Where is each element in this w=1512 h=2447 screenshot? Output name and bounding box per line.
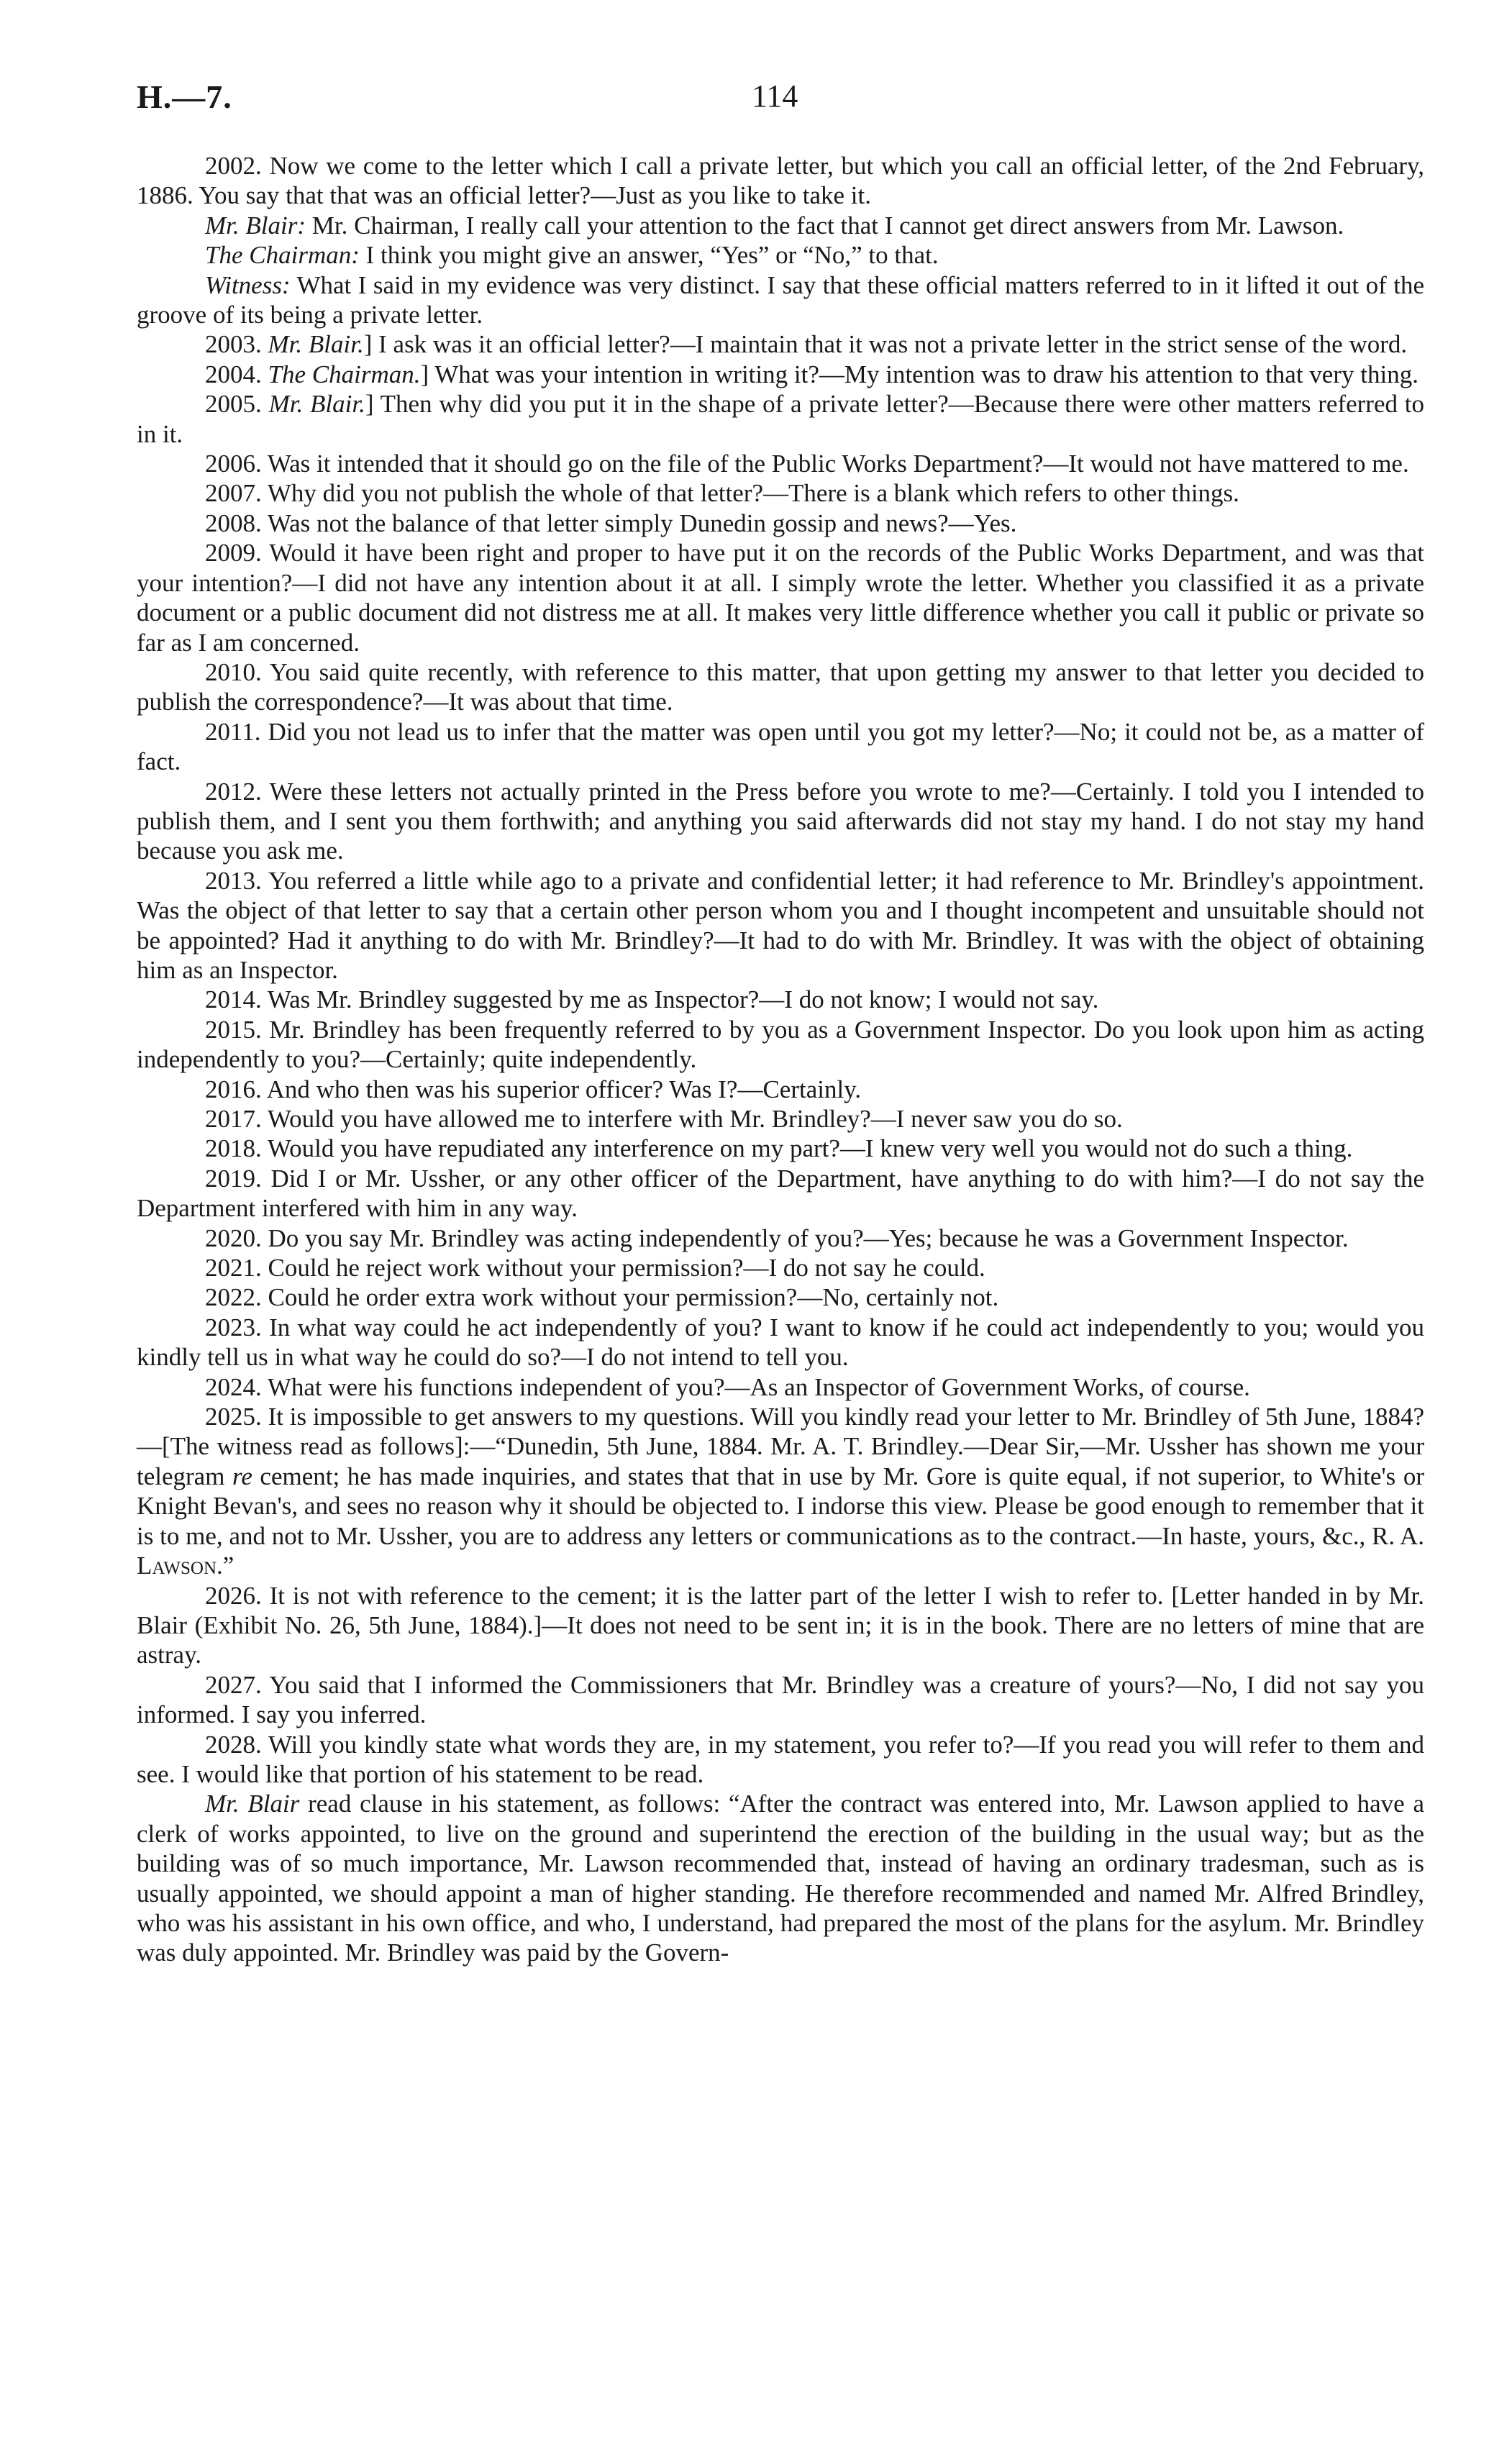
paragraph-text: 2021. Could he reject work without your permission?—I do not say he could. <box>205 1254 985 1282</box>
testimony-paragraph-p01 <box>137 151 1424 211</box>
italic-text: The Chairman: <box>205 241 360 270</box>
document-reference: H.—7. <box>137 78 232 115</box>
italic-text: Witness: <box>205 270 291 299</box>
paragraph-text: read clause in his statement, as follows: “After the contract was entered into, Mr. Lawson applied to have a clerk of works appointed, to live on the ground and superintend the erection of the building in the usual way; but as the building was of so much importance, Mr. Lawson recommended that, instead of having an ordinary tradesman, such as is usually appointed, we should appoint a man of higher standing. He therefore recommended and named Mr. Alfred Brindley, who was his assistant in his own office, and who, I understand, had prepared the most of the plans for the asylum. Mr. Brindley was duly appointed. Mr. Brindley was paid by the Govern- <box>137 1790 1424 1967</box>
italic-text: Mr. Blair <box>205 1790 300 1818</box>
page-header <box>137 78 1424 121</box>
paragraph-text: ] Then why did you put it in the shape of a private letter?—Because there were other matters referred to in it. <box>137 390 1425 448</box>
paragraph-text: 2023. In what way could he act independently of you? I want to know if he could act independently to you; would you kindly tell us in what way he could do so?—I do not intend to tell you. <box>137 1313 1424 1372</box>
paragraph-text: 2026. It is not with reference to the cement; it is the latter part of the letter I wish to refer to. [Letter handed in by Mr. Blair (Exhibit No. 26, 5th June, 1884).]—It does not need to be sent in; it is in the book. There are no letters of mine that are astray. <box>137 1581 1424 1669</box>
paragraph-text: 2020. Do you say Mr. Brindley was acting independently of you?—Yes; because he was a Government Inspector. <box>205 1224 1349 1252</box>
testimony-paragraph-p15 <box>137 866 1424 985</box>
paragraph-text: I think you might give an answer, “Yes” or “No,” to that. <box>359 241 939 270</box>
testimony-paragraph-p12 <box>137 657 1424 717</box>
testimony-paragraph-p04 <box>137 270 1424 330</box>
paragraph-text: ] What was your intention in writing it?—My intention was to draw his attention to that very thing. <box>420 360 1418 388</box>
paragraph-text: 2028. Will you kindly state what words they are, in my statement, you refer to?—If you read you will refer to them and see. I would like that portion of his statement to be read. <box>137 1730 1424 1788</box>
testimony-paragraph-p07 <box>137 389 1424 449</box>
testimony-paragraph-p30 <box>137 1730 1424 1790</box>
paragraph-text: 2011. Did you not lead us to infer that the matter was open until you got my letter?—No; it could not be, as a matter of fact. <box>137 717 1424 776</box>
paragraph-text: Mr. Chairman, I really call your attention to the fact that I cannot get direct answers from Mr. Lawson. <box>306 211 1344 240</box>
testimony-paragraph-p05 <box>137 329 1424 359</box>
small-caps-text: Lawson <box>137 1551 217 1580</box>
paragraph-text: 2016. And who then was his superior officer? Was I?—Certainly. <box>205 1075 862 1103</box>
paragraph-text: 2006. Was it intended that it should go on the file of the Public Works Department?—It would not have mattered to me. <box>205 450 1409 478</box>
paragraph-text: 2027. You said that I informed the Commissioners that Mr. Brindley was a creature of yours?—No, I did not say you informed. I say you inferred. <box>137 1670 1424 1729</box>
testimony-paragraph-p13 <box>137 717 1424 777</box>
paragraph-text: ] I ask was it an official letter?—I maintain that it was not a private letter in the strict sense of the word. <box>363 330 1408 359</box>
testimony-paragraph-p28 <box>137 1581 1424 1670</box>
paragraph-text: 2007. Why did you not publish the whole of that letter?—There is a blank which refers to other things. <box>205 479 1239 508</box>
page-number: 114 <box>752 78 798 114</box>
testimony-paragraph-p26 <box>137 1372 1424 1402</box>
italic-text: The Chairman. <box>268 360 421 388</box>
paragraph-text: 2008. Was not the balance of that letter simply Dunedin gossip and news?—Yes. <box>205 509 1017 537</box>
italic-text: Mr. Blair. <box>268 330 364 359</box>
paragraph-text: .” <box>217 1551 234 1580</box>
paragraph-text: 2010. You said quite recently, with reference to this matter, that upon getting my answer to that letter you decided to publish the correspondence?—It was about that time. <box>137 657 1424 716</box>
italic-text: re <box>232 1462 252 1490</box>
testimony-paragraph-p16 <box>137 985 1424 1014</box>
testimony-paragraph-p18 <box>137 1075 1424 1104</box>
testimony-paragraph-p24 <box>137 1282 1424 1312</box>
document-body <box>137 151 1424 1968</box>
testimony-paragraph-p06 <box>137 360 1424 389</box>
testimony-paragraph-p10 <box>137 509 1424 538</box>
testimony-paragraph-p31 <box>137 1789 1424 1967</box>
paragraph-text: 2019. Did I or Mr. Ussher, or any other officer of the Department, have anything to do with him?—I do not say the Department interfered with him in any way. <box>137 1164 1424 1223</box>
paragraph-text: cement; he has made inquiries, and states that that in use by Mr. Gore is quite equal, if not superior, to White's or Knight Bevan's, and sees no reason why it should be objected to. I indorse this view. Please be good enough to remember that it is to me, and not to Mr. Ussher, you are to address any letters or communications as to the contract.—In haste, yours, &c., R. A. <box>137 1462 1424 1550</box>
testimony-paragraph-p27 <box>137 1402 1424 1580</box>
testimony-paragraph-p29 <box>137 1670 1424 1730</box>
paragraph-text: 2002. Now we come to the letter which I call a private letter, but which you call an official letter, of the 2nd February, 1886. You say that that was an official letter?—Just as you like to take it. <box>137 152 1424 210</box>
testimony-paragraph-p14 <box>137 777 1424 866</box>
paragraph-text: 2004. <box>205 360 268 388</box>
testimony-paragraph-p11 <box>137 538 1424 657</box>
testimony-paragraph-p21 <box>137 1164 1424 1224</box>
testimony-paragraph-p03 <box>137 240 1424 270</box>
paragraph-text: 2015. Mr. Brindley has been frequently referred to by you as a Government Inspector. Do you look upon him as acting independently to you?—Certainly; quite independently. <box>137 1015 1424 1074</box>
paragraph-text: 2024. What were his functions independent of you?—As an Inspector of Government Works, of course. <box>205 1372 1250 1401</box>
testimony-paragraph-p19 <box>137 1104 1424 1134</box>
paragraph-text: 2013. You referred a little while ago to a private and confidential letter; it had reference to Mr. Brindley's appointment. Was the object of that letter to say that a certain other person whom you and I thought incompetent and unsuitable should not be appointed? Had it anything to do with Mr. Brindley?—It had to do with Mr. Brindley. It was with the object of obtaining him as an Inspector. <box>137 866 1424 984</box>
testimony-paragraph-p22 <box>137 1224 1424 1253</box>
paragraph-text: 2014. Was Mr. Brindley suggested by me as Inspector?—I do not know; I would not say. <box>205 985 1099 1014</box>
paragraph-text: 2017. Would you have allowed me to interfere with Mr. Brindley?—I never saw you do so. <box>205 1105 1123 1133</box>
paragraph-text: 2005. <box>205 390 269 419</box>
paragraph-text: What I said in my evidence was very distinct. I say that these official matters referred to in it lifted it out of the groove of its being a private letter. <box>137 270 1424 329</box>
italic-text: Mr. Blair: <box>205 211 306 240</box>
paragraph-text: 2025. It is impossible to get answers to my questions. Will you kindly read your letter to Mr. Brindley of 5th June, 1884?—[The witness read as follows]:—“Dunedin, 5th June, 1884. Mr. A. T. Brindley.—Dear Sir,—Mr. Ussher has shown me your telegram <box>137 1403 1424 1490</box>
paragraph-text: 2022. Could he order extra work without your permission?—No, certainly not. <box>205 1283 999 1312</box>
paragraph-text: 2003. <box>205 330 268 359</box>
testimony-paragraph-p17 <box>137 1015 1424 1075</box>
testimony-paragraph-p02 <box>137 211 1424 240</box>
testimony-paragraph-p20 <box>137 1134 1424 1163</box>
testimony-paragraph-p23 <box>137 1253 1424 1282</box>
paragraph-text: 2012. Were these letters not actually printed in the Press before you wrote to me?—Certainly. I told you I intended to publish them, and I sent you them forthwith; and anything you said afterwards did not stay my hand. I do not stay my hand because you ask me. <box>137 777 1424 865</box>
paragraph-text: 2018. Would you have repudiated any interference on my part?—I knew very well you would not do such a thing. <box>205 1134 1353 1163</box>
paragraph-text: 2009. Would it have been right and proper to have put it on the records of the Public Works Department, and was that your intention?—I did not have any intention about it at all. I simply wrote the letter. Whether you classified it as a private document or a public document did not distress me at all. It makes very little difference whether you call it public or private so far as I am concerned. <box>137 539 1424 657</box>
testimony-paragraph-p25 <box>137 1313 1424 1372</box>
testimony-paragraph-p08 <box>137 449 1424 478</box>
testimony-paragraph-p09 <box>137 478 1424 508</box>
italic-text: Mr. Blair. <box>268 390 365 419</box>
